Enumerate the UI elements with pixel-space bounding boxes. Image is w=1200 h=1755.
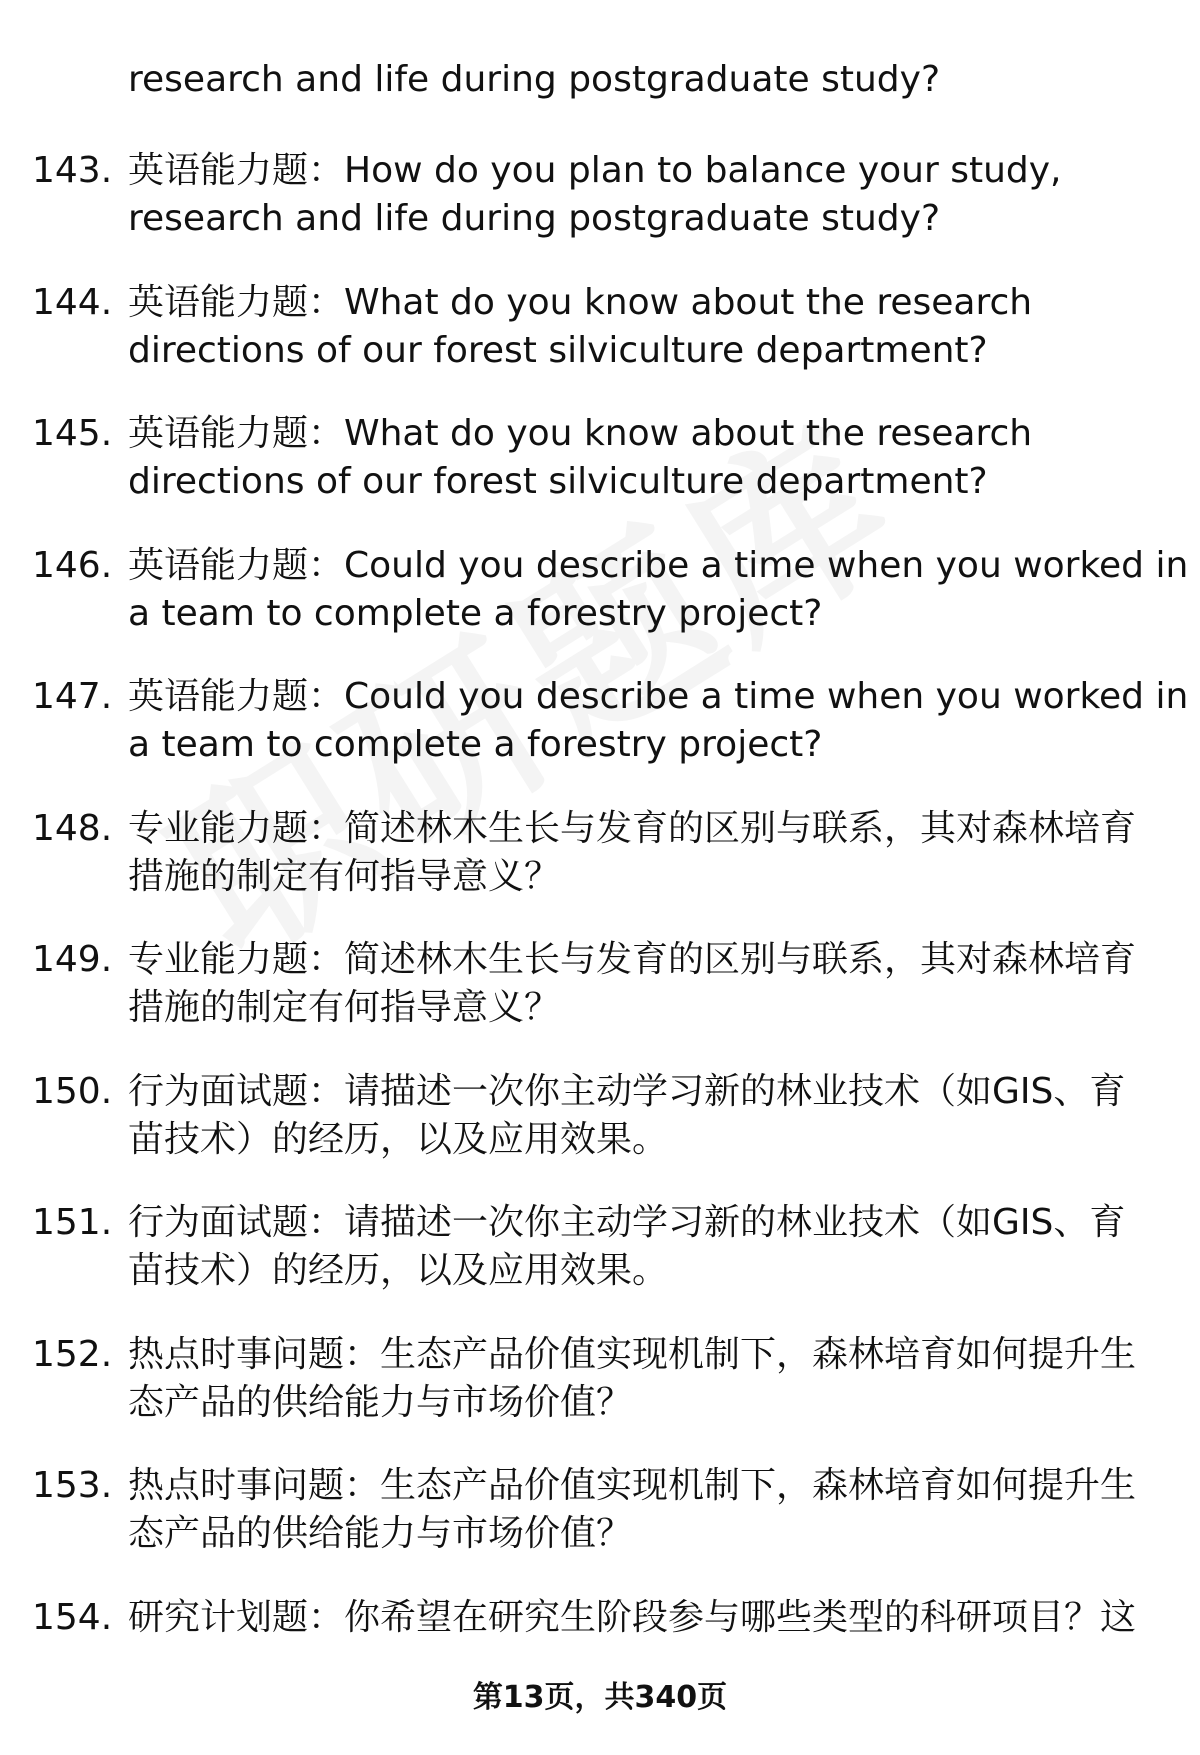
question-text (128, 805, 1168, 901)
question-text-line: 热点时事问题：生态产品价值实现机制下，森林培育如何提升生 (128, 1333, 1137, 1375)
question-text-line: 措施的制定有何指导意义？ (128, 855, 561, 897)
question-text-line: a team to complete a forestry project? (128, 724, 823, 765)
question-text (128, 673, 1189, 769)
question-number: 148. (32, 807, 113, 849)
question-number: 143. (32, 150, 113, 191)
question-text (128, 1331, 1168, 1427)
question-text (128, 410, 1168, 506)
question-text (128, 1594, 1168, 1642)
question-list (0, 147, 1200, 1725)
question-item (0, 1199, 1200, 1331)
question-text-line: 热点时事问题：生态产品价值实现机制下，森林培育如何提升生 (128, 1465, 1137, 1506)
question-text-line: 行为面试题：请描述一次你主动学习新的林业技术（如GIS、育 (128, 1202, 1126, 1243)
question-text-line: 态产品的供给能力与市场价值？ (128, 1513, 633, 1554)
question-text (128, 1199, 1168, 1295)
question-text (128, 542, 1189, 638)
question-text (128, 147, 1168, 243)
question-text-line: directions of our forest silviculture department? (128, 461, 988, 502)
question-text-line: research and life during postgraduate study? (128, 198, 941, 239)
question-item (0, 1331, 1200, 1463)
question-item (0, 542, 1200, 674)
question-item (0, 673, 1200, 805)
question-item (0, 279, 1200, 411)
question-number: 151. (32, 1202, 113, 1243)
question-number: 145. (32, 413, 113, 454)
question-text-line: 苗技术）的经历，以及应用效果。 (128, 1250, 669, 1291)
question-number: 152. (32, 1333, 113, 1375)
question-item (0, 1068, 1200, 1200)
question-text-line: 英语能力题：Could you describe a time when you worked in (128, 676, 1189, 717)
question-text-line: 措施的制定有何指导意义？ (128, 987, 561, 1028)
question-text-line: 专业能力题：简述林木生长与发育的区别与联系，其对森林培育 (128, 807, 1137, 849)
question-text (128, 1462, 1168, 1558)
question-text-line: 专业能力题：简述林木生长与发育的区别与联系，其对森林培育 (128, 939, 1137, 980)
question-number: 153. (32, 1465, 113, 1506)
question-text-line: 研究计划题：你希望在研究生阶段参与哪些类型的科研项目？这 (128, 1596, 1137, 1638)
question-number: 154. (32, 1596, 113, 1638)
question-number: 150. (32, 1070, 113, 1112)
continued-question-line: research and life during postgraduate study? (128, 59, 941, 100)
question-text-line: a team to complete a forestry project? (128, 592, 823, 634)
question-text-line: 英语能力题：How do you plan to balance your study, (128, 150, 1062, 191)
question-text (128, 1068, 1168, 1164)
question-text (128, 279, 1168, 375)
question-text-line: 苗技术）的经历，以及应用效果。 (128, 1118, 669, 1160)
question-text (128, 936, 1168, 1032)
question-text-line: 态产品的供给能力与市场价值？ (128, 1381, 633, 1423)
question-item (0, 410, 1200, 542)
question-text-line: 行为面试题：请描述一次你主动学习新的林业技术（如GIS、育 (128, 1070, 1126, 1112)
question-text-line: 英语能力题：Could you describe a time when you worked in (128, 544, 1189, 586)
question-text-line: 英语能力题：What do you know about the research (128, 281, 1033, 323)
question-number: 147. (32, 676, 113, 717)
question-text-line: directions of our forest silviculture department? (128, 329, 988, 371)
question-item (0, 147, 1200, 279)
page-footer: 第13页，共340页 (472, 1680, 728, 1715)
question-item (0, 936, 1200, 1068)
question-number: 144. (32, 281, 113, 323)
question-text-line: 英语能力题：What do you know about the research (128, 413, 1033, 454)
question-number: 149. (32, 939, 113, 980)
question-number: 146. (32, 544, 113, 586)
question-item (0, 805, 1200, 937)
question-item (0, 1462, 1200, 1594)
